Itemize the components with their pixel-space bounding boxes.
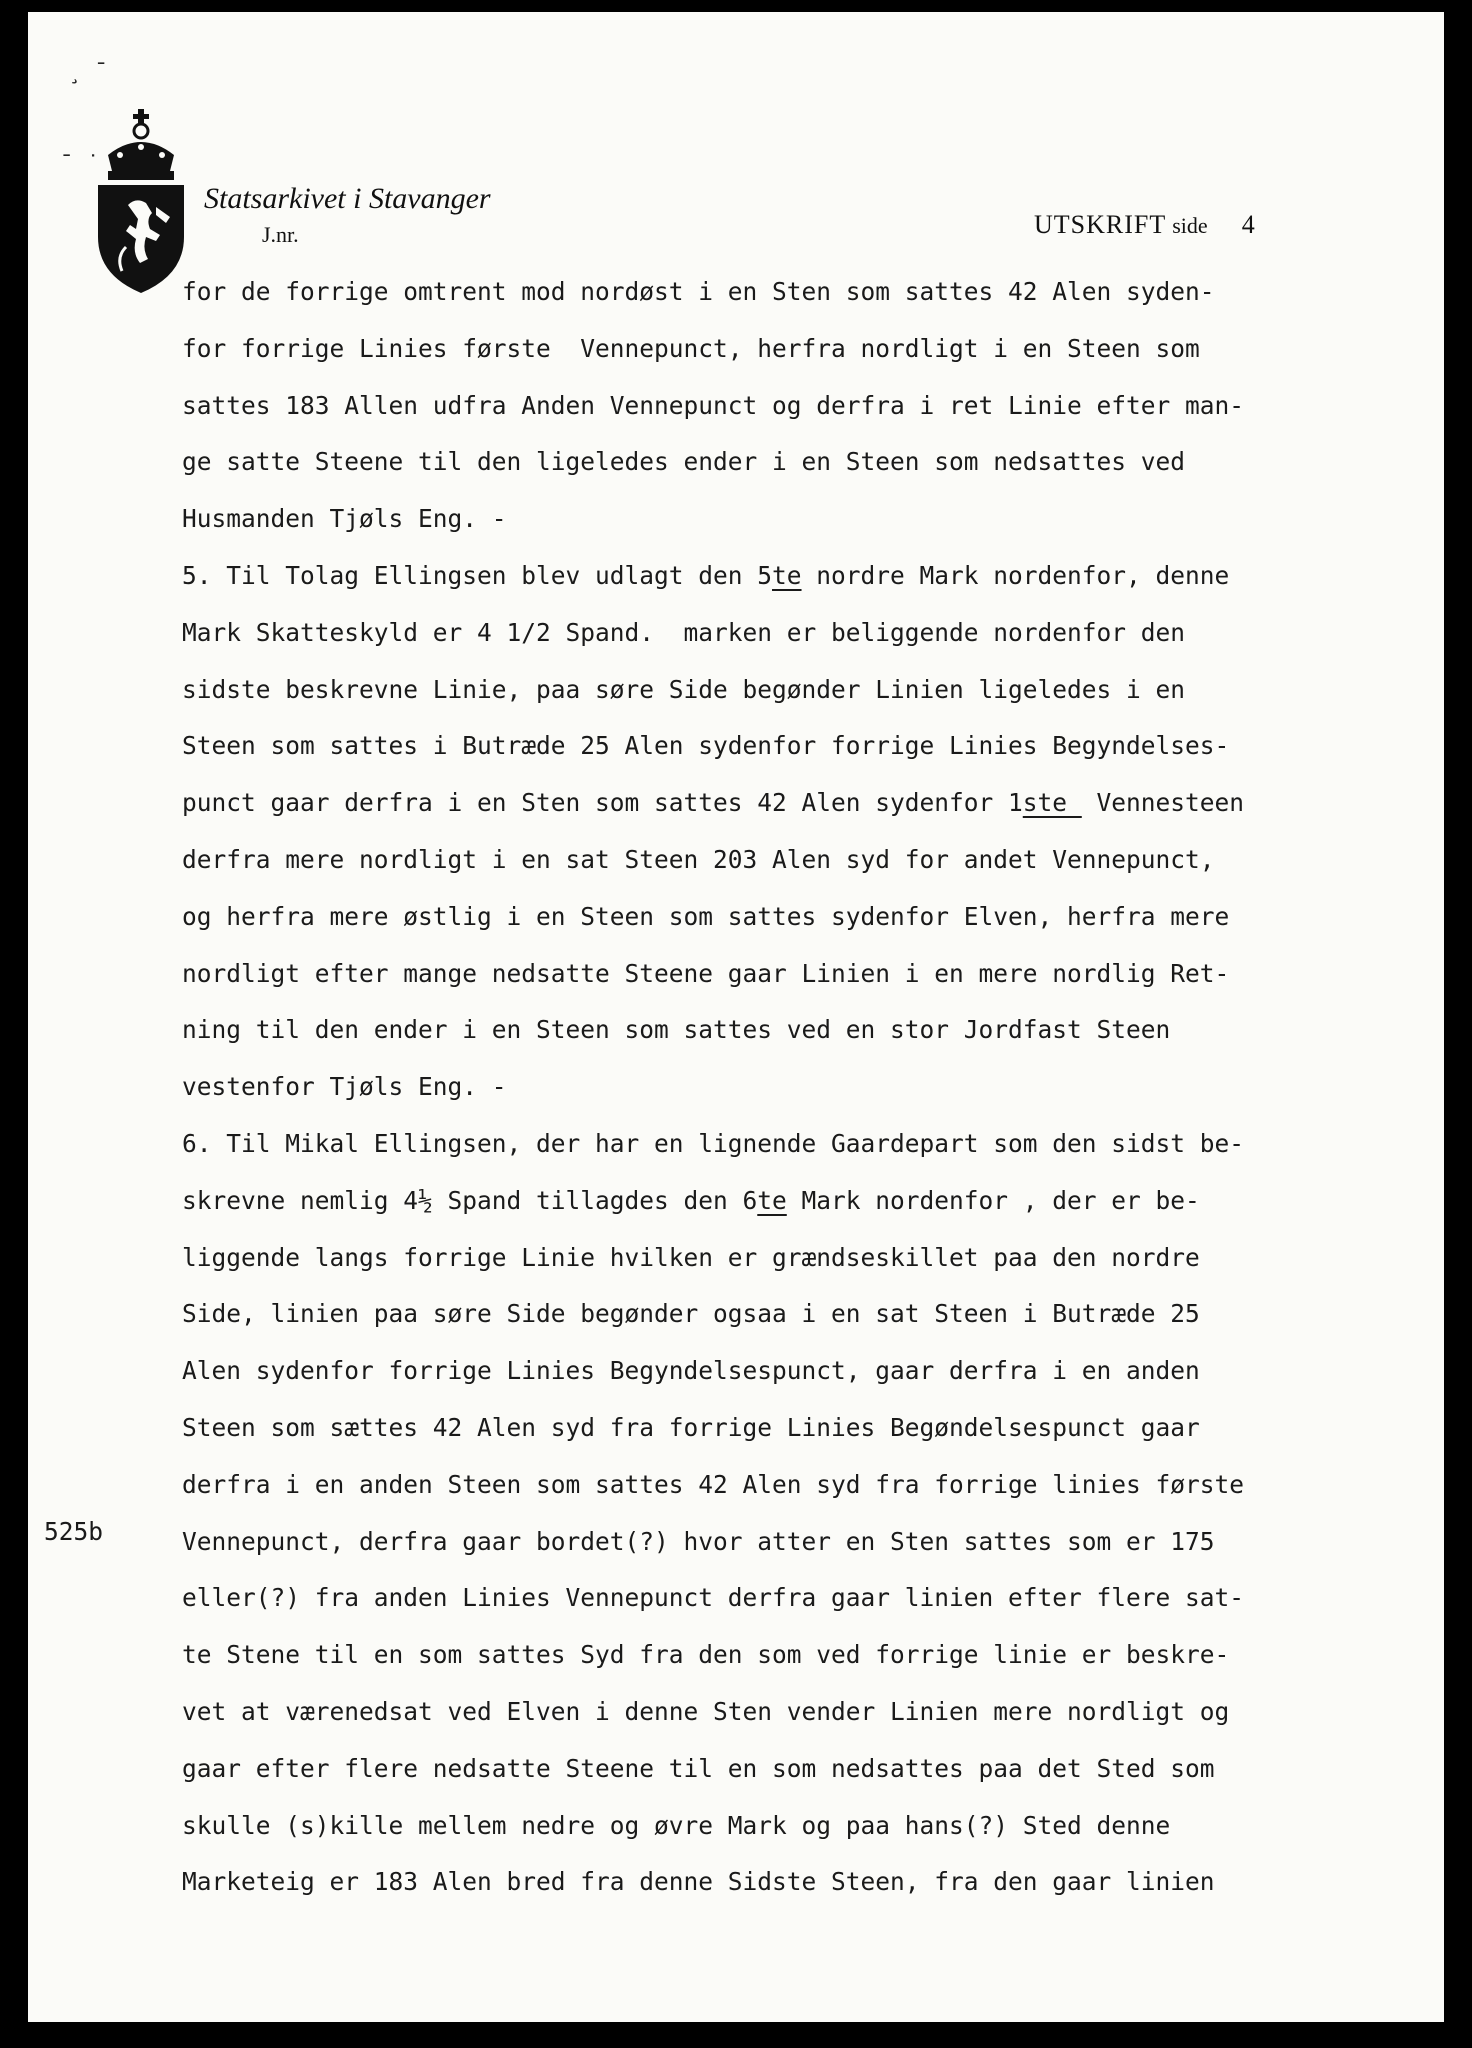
text-segment: Steen som sattes i Butræde 25 Alen sydenfor forrige Linies Begyndelses- (182, 731, 1230, 761)
text-segment: Alen sydenfor forrige Linies Begyndelsespunct, gaar derfra i en anden (182, 1356, 1200, 1386)
transcription-body (182, 264, 1432, 1911)
text-line (182, 1684, 1432, 1741)
text-line (182, 1116, 1432, 1173)
text-segment: Husmanden Tjøls Eng. - (182, 504, 507, 534)
text-line (182, 1627, 1432, 1684)
text-line (182, 889, 1432, 946)
text-segment: Steen som sættes 42 Alen syd fra forrige Linies Begøndelsespunct gaar (182, 1412, 1200, 1442)
text-segment: Vennepunct, derfra gaar bordet(?) hvor atter en Sten sattes som er 175 (182, 1526, 1215, 1556)
text-segment: eller(?) fra anden Linies Vennepunct derfra gaar linien efter flere sat- (182, 1583, 1245, 1613)
journal-number-label: J.nr. (262, 222, 299, 247)
text-line (182, 1854, 1432, 1911)
text-line (182, 832, 1432, 889)
text-line (182, 605, 1432, 662)
text-segment: vestenfor Tjøls Eng. - (182, 1072, 507, 1102)
underlined-superscript: te (757, 1185, 787, 1215)
text-segment: gaar efter flere nedsatte Steene til en som nedsattes paa det Sted som (182, 1753, 1215, 1783)
text-line (182, 1343, 1432, 1400)
text-line (182, 321, 1432, 378)
text-line (182, 775, 1432, 832)
text-line (182, 662, 1432, 719)
institution-name: Statsarkivet i Stavanger (204, 182, 491, 215)
text-line (182, 1514, 1432, 1571)
underlined-superscript: ste (1022, 788, 1082, 818)
text-segment: 5. Til Tolag Ellingsen blev udlagt den 5 (182, 560, 773, 590)
text-segment: ning til den ender i en Steen som sattes ved en stor Jordfast Steen (182, 1015, 1171, 1045)
text-line (182, 1798, 1432, 1855)
margin-note: 525b (44, 1517, 104, 1546)
side-label: side (1172, 213, 1208, 238)
text-line (182, 548, 1432, 605)
scan-mark: ˉ ˙ (60, 152, 100, 177)
text-segment: nordligt efter mange nedsatte Steene gaar Linien i en mere nordlig Ret- (182, 958, 1230, 988)
text-segment: skulle (s)kille mellem nedre og øvre Mark og paa hans(?) Sted denne (182, 1810, 1171, 1840)
text-line (182, 1457, 1432, 1514)
text-line (182, 1741, 1432, 1798)
text-line (182, 378, 1432, 435)
text-line (182, 718, 1432, 775)
scan-mark: ¸ ˉ (68, 60, 108, 85)
text-segment: derfra mere nordligt i en sat Steen 203 Alen syd for andet Vennepunct, (182, 844, 1215, 874)
text-line (182, 1400, 1432, 1457)
text-segment: ge satte Steene til den ligeledes ender i en Steen som nedsattes ved (182, 447, 1186, 477)
text-segment: 6. Til Mikal Ellingsen, der har en lignende Gaardepart som den sidst be- (182, 1128, 1245, 1158)
utskrift-label: UTSKRIFT (1034, 210, 1167, 239)
text-line (182, 491, 1432, 548)
text-segment: Marketeig er 183 Alen bred fra denne Sidste Steen, fra den gaar linien (182, 1867, 1215, 1897)
page-header-right (1034, 210, 1256, 240)
page-number: 4 (1241, 210, 1256, 239)
text-line (182, 1002, 1432, 1059)
underlined-superscript: te (772, 560, 802, 590)
text-segment: for forrige Linies første Vennepunct, herfra nordligt i en Steen som (182, 333, 1200, 363)
text-segment: nordre Mark nordenfor, denne (801, 560, 1230, 590)
text-line (182, 264, 1432, 321)
document-page (28, 12, 1444, 2022)
text-segment: te Stene til en som sattes Syd fra den som ved forrige linie er beskre- (182, 1640, 1230, 1670)
text-segment: liggende langs forrige Linie hvilken er grændseskillet paa den nordre (182, 1242, 1200, 1272)
text-line (182, 1570, 1432, 1627)
text-segment: Side, linien paa søre Side begønder ogsaa i en sat Steen i Butræde 25 (182, 1299, 1200, 1329)
text-segment: og herfra mere østlig i en Steen som sattes sydenfor Elven, herfra mere (182, 901, 1230, 931)
text-line (182, 946, 1432, 1003)
coat-of-arms-icon (86, 107, 196, 297)
text-line (182, 1173, 1432, 1230)
text-segment: sattes 183 Allen udfra Anden Vennepunct og derfra i ret Linie efter man- (182, 390, 1245, 420)
text-line (182, 1286, 1432, 1343)
text-segment: derfra i en anden Steen som sattes 42 Alen syd fra forrige linies første (182, 1469, 1245, 1499)
text-segment: vet at værenedsat ved Elven i denne Sten vender Linien mere nordligt og (182, 1696, 1230, 1726)
text-segment: sidste beskrevne Linie, paa søre Side begønder Linien ligeledes i en (182, 674, 1186, 704)
text-segment: Vennesteen (1081, 788, 1245, 818)
text-segment: for de forrige omtrent mod nordøst i en Sten som sattes 42 Alen syden- (182, 277, 1215, 306)
text-segment: skrevne nemlig 4½ Spand tillagdes den 6 (182, 1185, 758, 1215)
text-line (182, 1230, 1432, 1287)
text-segment: punct gaar derfra i en Sten som sattes 42 Alen sydenfor 1 (182, 788, 1023, 818)
text-line (182, 1059, 1432, 1116)
text-segment: Mark Skatteskyld er 4 1/2 Spand. marken er beliggende nordenfor den (182, 617, 1186, 647)
text-line (182, 434, 1432, 491)
text-segment: Mark nordenfor , der er be- (786, 1185, 1200, 1215)
